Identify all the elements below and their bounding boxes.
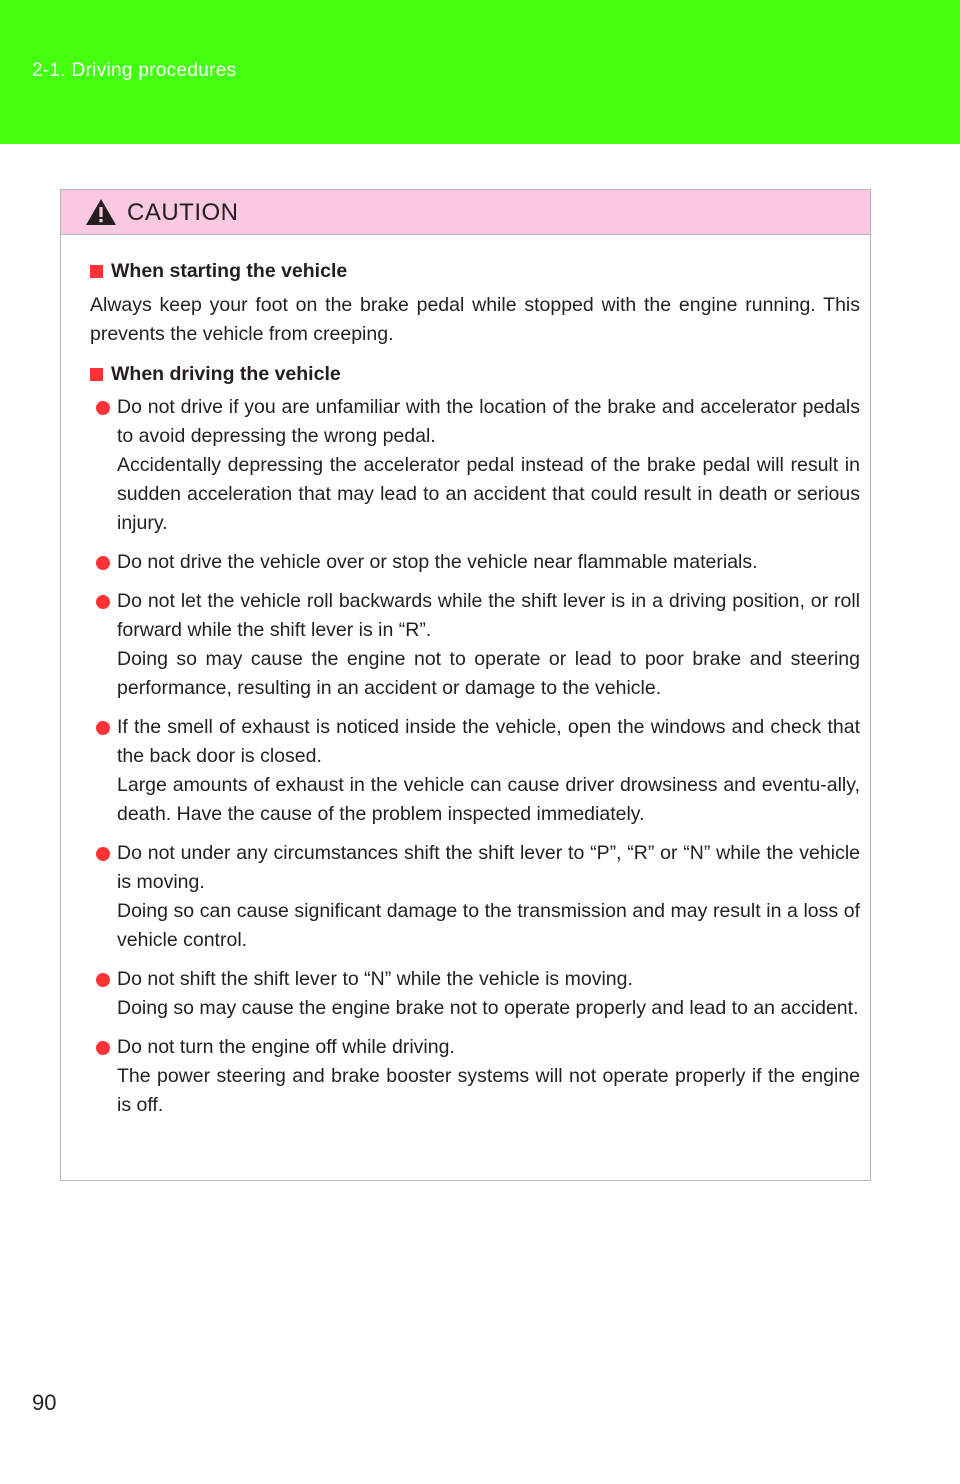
- bullet-text: Do not let the vehicle roll backwards while the shift lever is in a driving position, or roll forward while the shift lever is in “R”.: [117, 590, 860, 641]
- section-paragraph: Always keep your foot on the brake pedal while stopped with the engine running. This prevents the vehicle from creeping.: [90, 294, 860, 345]
- bullet-text: Accidentally depressing the accelerator pedal instead of the brake pedal will result in sudden acceleration that may lead to an accident that could result in death or serious injury.: [117, 454, 860, 534]
- caution-title: CAUTION: [127, 199, 239, 226]
- bullet-text: Doing so may cause the engine not to operate or lead to poor brake and steering performance, resulting in an accident or damage to the vehicle.: [117, 648, 860, 699]
- page-number: 90: [32, 1390, 57, 1415]
- section-heading: [89, 360, 860, 389]
- circle-bullet-icon: [96, 595, 110, 609]
- bullet-text: Do not drive the vehicle over or stop the vehicle near flammable materials.: [117, 551, 758, 573]
- list-item: [89, 548, 860, 577]
- section-heading: [89, 257, 860, 286]
- bullet-text: If the smell of exhaust is noticed inside the vehicle, open the windows and check that the back door is closed.: [117, 716, 860, 767]
- section-heading-text: When starting the vehicle: [111, 260, 348, 282]
- circle-bullet-icon: [96, 1041, 110, 1055]
- bullet-list: [89, 393, 860, 1120]
- section-title: 2-1. Driving procedures: [32, 60, 237, 81]
- bullet-text: Do not turn the engine off while driving.: [117, 1036, 455, 1058]
- bullet-text: Do not under any circumstances shift the shift lever to “P”, “R” or “N” while the vehicle is moving.: [117, 842, 860, 893]
- header-band: [0, 0, 960, 144]
- list-item: [89, 965, 860, 1023]
- bullet-text: Doing so can cause significant damage to the transmission and may result in a loss of vehicle control.: [117, 900, 860, 951]
- warning-icon: [85, 198, 117, 226]
- caution-body: [61, 235, 870, 1120]
- list-item: [89, 839, 860, 955]
- list-item: [89, 587, 860, 703]
- square-bullet-icon: [90, 368, 103, 381]
- bullet-text: Do not shift the shift lever to “N” while the vehicle is moving.: [117, 968, 633, 990]
- bullet-text: The power steering and brake booster systems will not operate properly if the engine is off.: [117, 1065, 860, 1116]
- circle-bullet-icon: [96, 556, 110, 570]
- square-bullet-icon: [90, 265, 103, 278]
- circle-bullet-icon: [96, 721, 110, 735]
- list-item: [89, 713, 860, 829]
- circle-bullet-icon: [96, 847, 110, 861]
- list-item: [89, 1033, 860, 1120]
- caution-header: [61, 190, 870, 235]
- section-heading-text: When driving the vehicle: [111, 363, 341, 385]
- bullet-text: Large amounts of exhaust in the vehicle can cause driver drowsiness and eventu-ally, death. Have the cause of the problem inspected immediately.: [117, 774, 860, 825]
- list-item: [89, 393, 860, 538]
- circle-bullet-icon: [96, 973, 110, 987]
- caution-box: [60, 189, 871, 1181]
- bullet-text: Doing so may cause the engine brake not to operate properly and lead to an accident.: [117, 997, 859, 1019]
- bullet-text: Do not drive if you are unfamiliar with the location of the brake and accelerator pedals to avoid depressing the wrong pedal.: [117, 396, 860, 447]
- circle-bullet-icon: [96, 401, 110, 415]
